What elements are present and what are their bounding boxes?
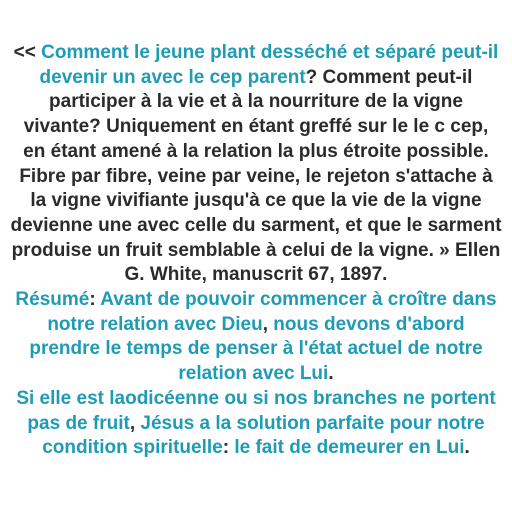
summary-colon: : [89, 289, 101, 311]
summary-end: . [328, 363, 334, 385]
summary-label: Résumé [15, 289, 90, 311]
summary-paragraph [10, 288, 502, 387]
quote-paragraph [10, 41, 502, 288]
summary-part2: nous devons d'abord prendre le temps de penser à l'état actuel de notre relation avec Lui [29, 313, 483, 385]
conclusion-colon: : [222, 437, 235, 459]
summary-comma: , [262, 313, 274, 335]
conclusion-end: . [464, 437, 470, 459]
quote-body: ? Comment peut-il participer à la vie et à la nourriture de la vigne vivante? Uniquement en étant greffé sur le le c cep, en étant amené à la relation la plus étroite possible. Fibre par fibre, veine par veine, le rejeton s'attache à la vigne vivifiante jusqu'à ce que la vie de la vigne devienne une avec celle du sarment, et que le sarment produise un fruit semblable à celui de la vigne. » Ellen G. White, manuscrit 67, 1897. [10, 66, 502, 286]
conclusion-paragraph [10, 387, 502, 461]
conclusion-part2: Jésus a la solution parfaite pour notre condition spirituelle [42, 412, 485, 459]
conclusion-part3: le fait de demeurer en Lui [234, 437, 465, 459]
summary-part1: Avant de pouvoir commencer à croître dans notre relation avec Dieu [47, 289, 497, 335]
conclusion-comma: , [129, 412, 141, 434]
quote-lead: Comment le jeune plant desséché et séparé peut-il devenir un avec le cep parent [39, 42, 499, 88]
quote-open-marks: << [13, 42, 36, 63]
conclusion-part1: Si elle est laodicéenne ou si nos branches ne portent pas de fruit [16, 387, 496, 434]
